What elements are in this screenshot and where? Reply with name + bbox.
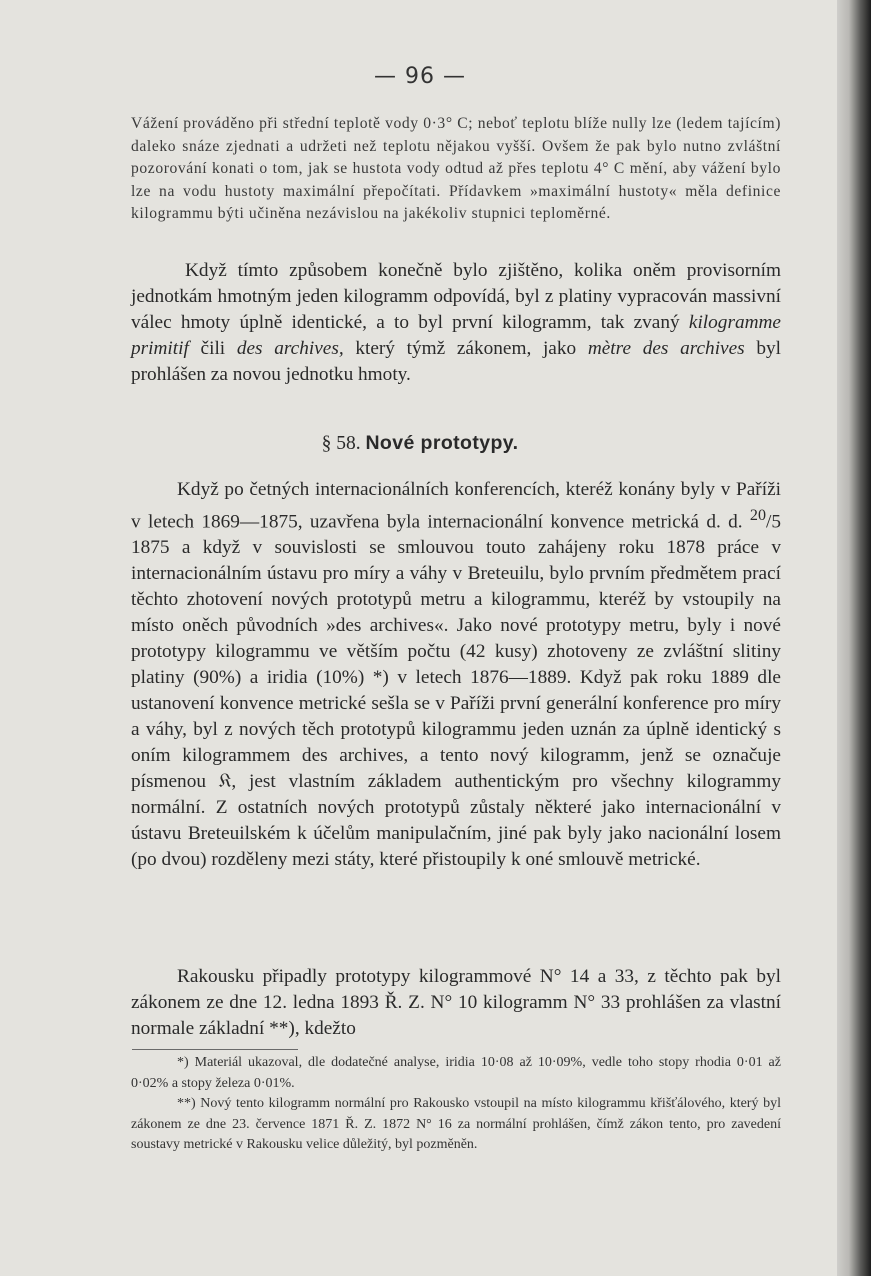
paragraph-austria-prototypes: Rakousku připadly prototypy kilogrammové N° 14 a 33, z těchto pak byl zákonem ze dne 12. ledna 1893 Ř. Z. N° 10 kilogramm N° 33 prohlášen za vlastní normale základní **), kdežto [131, 966, 781, 1039]
italic-term: mètre des archives [587, 338, 745, 359]
date-superscript: 20 [749, 507, 766, 524]
section-heading [0, 432, 840, 455]
italic-term: kilogramme primitif [131, 312, 781, 359]
text-fragment: který týmž zákonem, jako [343, 338, 588, 359]
page-number: — 96 — [374, 64, 466, 89]
paragraph-new-prototypes [131, 477, 781, 873]
section-number: § 58. [321, 433, 361, 454]
text-fragment: Když po četných internacionálních konferencích, kteréž konány byly v Paříži v letech 1869—1875, uzavřena byla internacionální konvence metrická d. d. [131, 479, 781, 533]
footnote-1: *) Materiál ukazoval, dle dodatečné analyse, iridia 10·08 až 10·09%, vedle toho stopy rhodia 0·01 až 0·02% a stopy železa 0·01%. [131, 1055, 781, 1091]
text-fragment: čili [188, 338, 237, 359]
italic-term: des archives, [236, 338, 344, 359]
book-spine-shadow [837, 0, 871, 1276]
footnotes [131, 1053, 781, 1156]
date-subscript: /5 [766, 511, 781, 533]
text-fragment: 1875 a když v souvislosti se smlouvou touto zahájeny roku 1878 práce v internacionálním ústavu pro míry a váhy v Breteuilu, bylo prvním předmětem prací těchto zhotovení nových prototypů metru a kilogrammu, kteréž by vstoupily na místo oněch původních »des archives«. Jako nové prototypy metru, byly i nové prototypy kilogrammu ve větším počtu (42 kusy) zhotoveny ze zvláštní slitiny platiny (90%) a iridia (10%) *) v letech 1876—1889. Když pak roku 1889 dle ustanovení konvence metrické sešla se v Paříži první generální konference pro míry a váhy, byl z nových těch prototypů kilogrammu jeden uznán za úplně identický s oním kilogrammem des archives, a tento nový kilogramm, jenž se označuje písmenou 𝔎, jest vlastním základem authentickým pro všechny kilogrammy normální. Z ostatních nových prototypů zůstaly některé jako internacionální v ústavu Breteuilském k účelům manipulačním, jiné pak byly jako nacionální losem (po dvou) rozděleny mezi státy, které přistoupily k oné smlouvě metrické. [131, 537, 781, 871]
footnote-divider [132, 1049, 298, 1050]
section-title: Nové prototypy. [365, 432, 519, 454]
footnote-2: **) Nový tento kilogramm normální pro Rakousko vstoupil na místo kilogrammu křišťálového, který byl zákonem ze dne 23. července 1871 Ř. Z. 1872 N° 16 za normální prohlášen, čímž zákon tento, pro zavedení soustavy metrické v Rakousku velice důležitý, byl pozměněn. [131, 1096, 781, 1152]
text-fragment: byl prohlášen za novou jednotku hmoty. [131, 338, 781, 385]
paragraph-kilogramme-primitif [131, 258, 781, 388]
text-fragment: Když tímto způsobem konečně bylo zjištěno, kolika oněm provisorním jednotkám hmotným jeden kilogramm odpovídá, byl z platiny vypracován massivní válec hmoty úplně identické, a to byl první kilogramm, tak zvaný [131, 260, 781, 333]
paragraph-weighing-temperature: Vážení prováděno při střední teplotě vody 0·3° C; neboť teplotu blíže nully lze (ledem tajícím) daleko snáze zjednati a udržeti než teplotu nějakou vyšší. Ovšem že pak bylo nutno zvláštní pozorování konati o tom, jak se hustota vody odtud až přes teplotu 4° C mění, aby vážení bylo lze na vodu hustoty maximální přepočítati. Přídavkem »maximální hustoty« měla definice kilogrammu býti učiněna nezávislou na jakékoliv stupnici teploměrné. [131, 115, 781, 222]
